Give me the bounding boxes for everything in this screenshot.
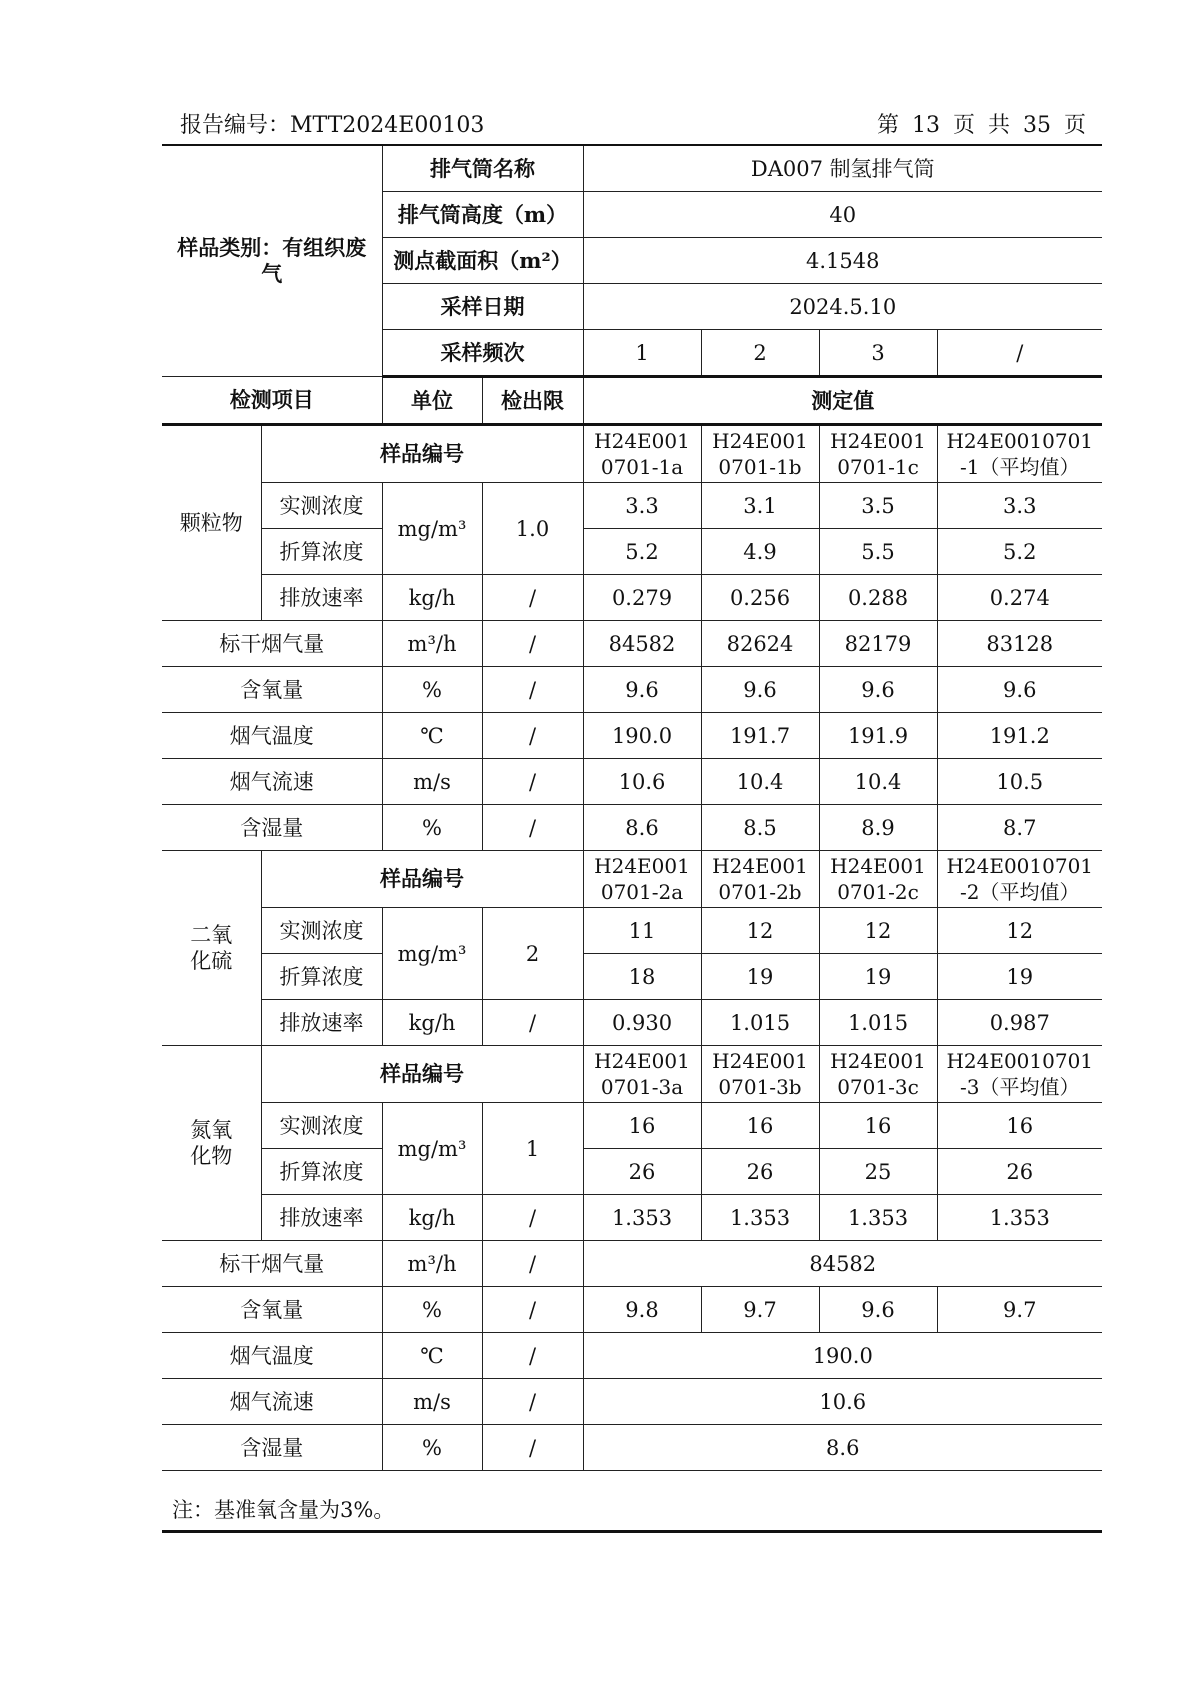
p2-oxygen-limit: / — [482, 1287, 583, 1333]
head-item: 检测项目 — [162, 377, 382, 425]
p1-temp-2: 191.7 — [701, 713, 819, 759]
date: 2024.5.10 — [583, 284, 1102, 330]
so2-rate-limit: / — [482, 1000, 583, 1046]
p1-flow-unit: m³/h — [382, 621, 482, 667]
so2-rate-label: 排放速率 — [261, 1000, 382, 1046]
pm-rate-unit: kg/h — [382, 575, 482, 621]
p1-moisture-limit: / — [482, 805, 583, 851]
p1-oxygen-4: 9.6 — [937, 667, 1102, 713]
nox-rate-1: 1.353 — [583, 1195, 701, 1241]
nox-converted-1: 26 — [583, 1149, 701, 1195]
p2-flow-value: 84582 — [583, 1241, 1102, 1287]
pm-measured-4: 3.3 — [937, 483, 1102, 529]
p1-moisture-1: 8.6 — [583, 805, 701, 851]
so2-rate-unit: kg/h — [382, 1000, 482, 1046]
p2-speed-value: 10.6 — [583, 1379, 1102, 1425]
p2-oxygen-1: 9.8 — [583, 1287, 701, 1333]
freq-2: 2 — [701, 330, 819, 377]
p2-flow-name: 标干烟气量 — [162, 1241, 382, 1287]
p1-moisture-name: 含湿量 — [162, 805, 382, 851]
pm-name: 颗粒物 — [162, 425, 261, 621]
p2-moisture-name: 含湿量 — [162, 1425, 382, 1471]
p2-speed-limit: / — [482, 1379, 583, 1425]
p1-speed-name: 烟气流速 — [162, 759, 382, 805]
nox-measured-label: 实测浓度 — [261, 1103, 382, 1149]
nox-id-1: H24E001 0701-3a — [583, 1046, 701, 1103]
pm-id-3: H24E001 0701-1c — [819, 425, 937, 483]
p1-oxygen-2: 9.6 — [701, 667, 819, 713]
head-unit: 单位 — [382, 377, 482, 425]
head-value: 测定值 — [583, 377, 1102, 425]
p1-flow-1: 84582 — [583, 621, 701, 667]
pm-measured-2: 3.1 — [701, 483, 819, 529]
p1-temp-3: 191.9 — [819, 713, 937, 759]
pm-converted-3: 5.5 — [819, 529, 937, 575]
nox-name: 氮氧化物 — [162, 1046, 261, 1241]
so2-converted-1: 18 — [583, 954, 701, 1000]
p1-temp-name: 烟气温度 — [162, 713, 382, 759]
area-label: 测点截面积（m²） — [382, 238, 583, 284]
p1-speed-4: 10.5 — [937, 759, 1102, 805]
so2-limit: 2 — [482, 908, 583, 1000]
stack-name-label: 排气筒名称 — [382, 145, 583, 192]
pm-rate-2: 0.256 — [701, 575, 819, 621]
pm-id-2: H24E001 0701-1b — [701, 425, 819, 483]
p2-speed-unit: m/s — [382, 1379, 482, 1425]
so2-measured-label: 实测浓度 — [261, 908, 382, 954]
so2-id-3: H24E001 0701-2c — [819, 851, 937, 908]
stack-name: DA007 制氢排气筒 — [583, 145, 1102, 192]
so2-converted-4: 19 — [937, 954, 1102, 1000]
p1-moisture-4: 8.7 — [937, 805, 1102, 851]
freq-1: 1 — [583, 330, 701, 377]
p1-temp-1: 190.0 — [583, 713, 701, 759]
p1-speed-limit: / — [482, 759, 583, 805]
pm-limit: 1.0 — [482, 483, 583, 575]
pm-rate-4: 0.274 — [937, 575, 1102, 621]
pm-converted-4: 5.2 — [937, 529, 1102, 575]
p1-flow-3: 82179 — [819, 621, 937, 667]
p2-oxygen-name: 含氧量 — [162, 1287, 382, 1333]
p1-oxygen-unit: % — [382, 667, 482, 713]
pm-id-1: H24E001 0701-1a — [583, 425, 701, 483]
p2-oxygen-4: 9.7 — [937, 1287, 1102, 1333]
nox-rate-unit: kg/h — [382, 1195, 482, 1241]
freq-4: / — [937, 330, 1102, 377]
so2-measured-3: 12 — [819, 908, 937, 954]
p2-temp-name: 烟气温度 — [162, 1333, 382, 1379]
p1-temp-4: 191.2 — [937, 713, 1102, 759]
nox-rate-limit: / — [482, 1195, 583, 1241]
area: 4.1548 — [583, 238, 1102, 284]
nox-limit: 1 — [482, 1103, 583, 1195]
pm-measured-3: 3.5 — [819, 483, 937, 529]
p2-temp-limit: / — [482, 1333, 583, 1379]
so2-id-4: H24E0010701 -2（平均值） — [937, 851, 1102, 908]
head-limit: 检出限 — [482, 377, 583, 425]
p1-oxygen-name: 含氧量 — [162, 667, 382, 713]
so2-rate-4: 0.987 — [937, 1000, 1102, 1046]
p2-speed-name: 烟气流速 — [162, 1379, 382, 1425]
page-info: 第 13 页 共 35 页 — [877, 113, 1086, 138]
pm-unit: mg/m³ — [382, 483, 482, 575]
nox-measured-4: 16 — [937, 1103, 1102, 1149]
p2-moisture-unit: % — [382, 1425, 482, 1471]
p2-oxygen-unit: % — [382, 1287, 482, 1333]
nox-measured-2: 16 — [701, 1103, 819, 1149]
pm-rate-limit: / — [482, 575, 583, 621]
report-number: 报告编号：MTT2024E00103 — [180, 113, 485, 138]
nox-measured-3: 16 — [819, 1103, 937, 1149]
pm-converted-label: 折算浓度 — [261, 529, 382, 575]
p2-moisture-value: 8.6 — [583, 1425, 1102, 1471]
p2-flow-unit: m³/h — [382, 1241, 482, 1287]
so2-converted-2: 19 — [701, 954, 819, 1000]
p2-flow-limit: / — [482, 1241, 583, 1287]
page-header — [180, 108, 1086, 138]
nox-rate-label: 排放速率 — [261, 1195, 382, 1241]
pm-rate-3: 0.288 — [819, 575, 937, 621]
footnote: 注：基准氧含量为3%。 — [172, 1498, 395, 1522]
freq-label: 采样频次 — [382, 330, 583, 377]
so2-name: 二氧化硫 — [162, 851, 261, 1046]
p2-temp-unit: ℃ — [382, 1333, 482, 1379]
so2-rate-2: 1.015 — [701, 1000, 819, 1046]
p1-temp-limit: / — [482, 713, 583, 759]
so2-measured-4: 12 — [937, 908, 1102, 954]
nox-id-2: H24E001 0701-3b — [701, 1046, 819, 1103]
p1-oxygen-limit: / — [482, 667, 583, 713]
nox-measured-1: 16 — [583, 1103, 701, 1149]
so2-measured-1: 11 — [583, 908, 701, 954]
nox-id-3: H24E001 0701-3c — [819, 1046, 937, 1103]
p1-oxygen-3: 9.6 — [819, 667, 937, 713]
p1-speed-3: 10.4 — [819, 759, 937, 805]
p1-moisture-2: 8.5 — [701, 805, 819, 851]
p1-speed-unit: m/s — [382, 759, 482, 805]
date-label: 采样日期 — [382, 284, 583, 330]
nox-id-4: H24E0010701 -3（平均值） — [937, 1046, 1102, 1103]
so2-measured-2: 12 — [701, 908, 819, 954]
p1-speed-1: 10.6 — [583, 759, 701, 805]
pm-converted-2: 4.9 — [701, 529, 819, 575]
so2-id-2: H24E001 0701-2b — [701, 851, 819, 908]
pm-id-4: H24E0010701 -1（平均值） — [937, 425, 1102, 483]
p2-moisture-limit: / — [482, 1425, 583, 1471]
so2-sample-no-label: 样品编号 — [261, 851, 583, 908]
p1-flow-name: 标干烟气量 — [162, 621, 382, 667]
pm-rate-label: 排放速率 — [261, 575, 382, 621]
report-table — [162, 144, 1102, 1471]
p1-moisture-3: 8.9 — [819, 805, 937, 851]
pm-rate-1: 0.279 — [583, 575, 701, 621]
nox-unit: mg/m³ — [382, 1103, 482, 1195]
stack-height: 40 — [583, 192, 1102, 238]
p1-flow-limit: / — [482, 621, 583, 667]
nox-converted-4: 26 — [937, 1149, 1102, 1195]
nox-rate-2: 1.353 — [701, 1195, 819, 1241]
p1-flow-4: 83128 — [937, 621, 1102, 667]
p1-oxygen-1: 9.6 — [583, 667, 701, 713]
p2-oxygen-2: 9.7 — [701, 1287, 819, 1333]
so2-rate-3: 1.015 — [819, 1000, 937, 1046]
nox-rate-4: 1.353 — [937, 1195, 1102, 1241]
so2-rate-1: 0.930 — [583, 1000, 701, 1046]
so2-converted-label: 折算浓度 — [261, 954, 382, 1000]
nox-rate-3: 1.353 — [819, 1195, 937, 1241]
sample-type: 样品类别：有组织废气 — [162, 145, 382, 377]
p1-speed-2: 10.4 — [701, 759, 819, 805]
stack-height-label: 排气筒高度（m） — [382, 192, 583, 238]
p1-moisture-unit: % — [382, 805, 482, 851]
so2-id-1: H24E001 0701-2a — [583, 851, 701, 908]
pm-converted-1: 5.2 — [583, 529, 701, 575]
nox-sample-no-label: 样品编号 — [261, 1046, 583, 1103]
freq-3: 3 — [819, 330, 937, 377]
pm-measured-1: 3.3 — [583, 483, 701, 529]
pm-sample-no-label: 样品编号 — [261, 425, 583, 483]
nox-converted-2: 26 — [701, 1149, 819, 1195]
pm-measured-label: 实测浓度 — [261, 483, 382, 529]
nox-converted-label: 折算浓度 — [261, 1149, 382, 1195]
so2-unit: mg/m³ — [382, 908, 482, 1000]
p1-temp-unit: ℃ — [382, 713, 482, 759]
p1-flow-2: 82624 — [701, 621, 819, 667]
p2-oxygen-3: 9.6 — [819, 1287, 937, 1333]
nox-converted-3: 25 — [819, 1149, 937, 1195]
p2-temp-value: 190.0 — [583, 1333, 1102, 1379]
so2-converted-3: 19 — [819, 954, 937, 1000]
bottom-rule — [162, 1530, 1102, 1533]
